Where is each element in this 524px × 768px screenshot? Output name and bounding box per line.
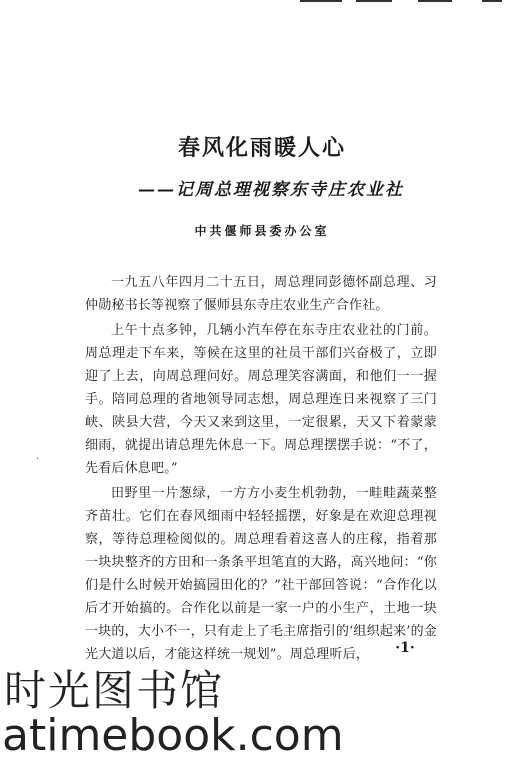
scan-speck: · bbox=[36, 454, 40, 465]
scan-edge-mark bbox=[300, 0, 342, 2]
scan-edge-mark bbox=[482, 0, 502, 2]
article-title: 春风化雨暖人心 bbox=[177, 135, 346, 161]
watermark-url: atimebook.com bbox=[2, 710, 344, 761]
article-author: 中共偃师县委办公室 bbox=[194, 224, 330, 238]
page-number: ·1· bbox=[395, 640, 415, 656]
watermark-chinese: 时光图书馆 bbox=[4, 666, 225, 715]
scan-edge-mark bbox=[356, 0, 392, 2]
article-body bbox=[85, 271, 437, 668]
article-subtitle: ——记周总理视察东寺庄农业社 bbox=[138, 180, 404, 200]
paragraph: 田野里一片葱绿，一方方小麦生机勃勃，一畦畦蔬菜整齐苗壮。它们在春风细雨中轻轻摇摆，好象是在欢迎总理视察，等待总理检阅似的。周总理看着这喜人的庄稼，指着那一块块整齐的方田和一条条平坦笔直的大路，高兴地问：“你们是什么时候开始搞园田化的？”社干部回答说：“合作化以后才开始搞的。合作化以前是一家一户的小生产，土地一块一块的，大小不一，只有走上了毛主席指引的‘组织起来’的金光大道以后，才能这样统一规划”。周总理听后， bbox=[85, 486, 437, 662]
paragraph: 上午十点多钟，几辆小汽车停在东寺庄农业社的门前。周总理走下车来，等候在这里的社员干部们兴奋极了，立即迎了上去，向周总理问好。周总理笑容满面，和他们一一握手。陪同总理的省地领导同志想，周总理连日来视察了三门峡、陕县大营，今天又来到这里，一定很累，天又下着蒙蒙细雨，就提出请总理先休息一下。周总理摆摆手说：“不了，先看后休息吧。” bbox=[85, 323, 437, 476]
scan-edge-mark bbox=[418, 0, 452, 2]
paragraph: 一九五八年四月二十五日，周总理同彭德怀副总理、习仲勋秘书长等视察了偃师县东寺庄农业生产合作社。 bbox=[85, 275, 437, 313]
